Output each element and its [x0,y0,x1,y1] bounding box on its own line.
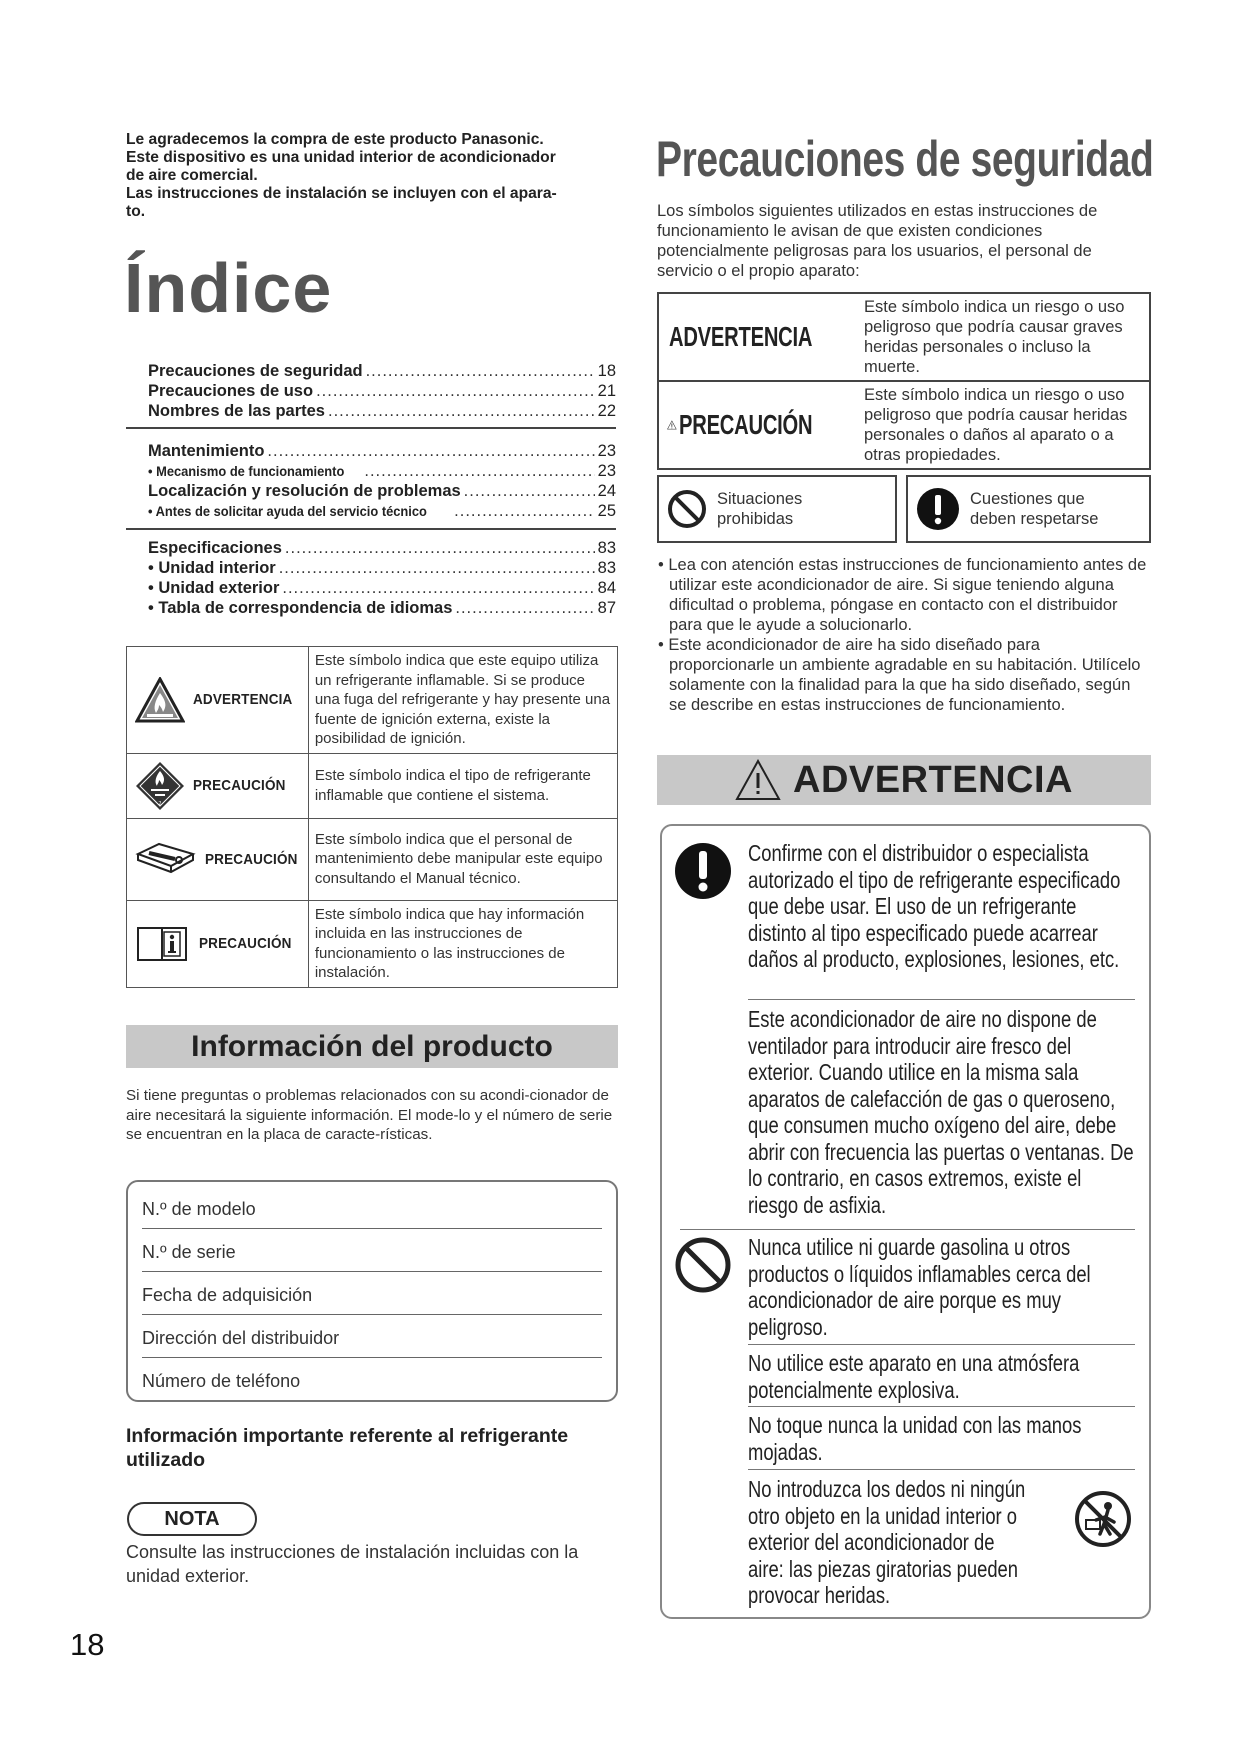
symbol-row: 2 PRECAUCIÓN Este símbolo indica el tipo de refrigerante inflamable que contiene el sistema. [127,753,618,818]
caution-triangle-icon [667,407,677,443]
product-info-text: Si tiene preguntas o problemas relacionados con su acondi-cionador de aire necesitará la siguiente información. El mode-lo y el número de serie se encuentran en la placa de caracte-rísticas. [126,1087,613,1143]
divider [748,1469,1135,1470]
toc-entry[interactable]: Localización y resolución de problemas ..... 24 [148,481,616,501]
list-item: • Lea con atención estas instrucciones de funcionamiento antes de utilizar este acondicionador de aire. Si sigue teniendo alguna dificultad o problema, póngase en contacto con el distribuidor para que le ayude a solucionarlo. [658,556,1147,634]
prohibited-icon [674,1236,732,1294]
toc-entry[interactable]: Nombres de las partes ..... 22 [148,401,616,421]
toc-entry[interactable]: Precauciones de uso ..... 21 [148,381,616,401]
phone-number-field[interactable]: Número de teléfono [142,1371,301,1391]
safety-bullets [657,555,1147,715]
divider [748,1344,1135,1345]
toc-entry[interactable]: • Unidad exterior ..... 84 [148,578,616,598]
page-number: 18 [70,1627,105,1662]
toc-entry[interactable]: • Tabla de correspondencia de idiomas ..... 87 [148,598,616,618]
warning-legend-row: ADVERTENCIA Este símbolo indica un riesgo o uso peligroso que podría causar graves heridas personales o incluso la muerte. [659,294,1149,382]
divider [748,1406,1135,1407]
toc-entry[interactable]: Precauciones de seguridad ..... 18 [148,361,616,381]
symbol-table [126,646,618,988]
index-title: Índice [124,249,333,327]
caution-legend-row: PRECAUCIÓN Este símbolo indica un riesgo o uso peligroso que podría causar heridas personales o daños al aparato o a otras propiedades. [659,382,1149,468]
divider [680,1229,1135,1230]
mandatory-icon [916,487,960,531]
mandatory-icon [674,842,732,900]
warning-item: No utilice este aparato en una atmósfera potencialmente explosiva. [748,1350,1080,1403]
model-number-field[interactable]: N.º de modelo [142,1186,602,1229]
toc-entry[interactable]: • Antes de solicitar ayuda del servicio técnico ..... 25 [148,501,616,521]
safety-title: Precauciones de seguridad [656,131,1154,187]
dealer-address-field[interactable]: Dirección del distribuidor [142,1315,602,1358]
prohibited-icon [667,489,707,529]
toc-divider [126,528,616,530]
note-text: Consulte las instrucciones de instalación incluidas con la unidad exterior. [126,1542,579,1586]
toc-entry[interactable]: • Mecanismo de funcionamiento ..... 23 [148,461,616,481]
product-info-form [126,1180,618,1402]
warning-item: No toque nunca la unidad con las manos mojadas. [748,1412,1082,1465]
toc-divider [126,427,616,429]
symbol-row: ADVERTENCIA Este símbolo indica que este equipo utiliza un refrigerante inflamable. Si se produce una fuga del refrigerante y hay presente una fuente de ignición externa, existe la posibilidad de ignición. [127,647,618,754]
safety-intro: Los símbolos siguientes utilizados en estas instrucciones de funcionamiento le avisan de que existen condiciones potencialmente peligrosas para los usuarios, el personal de servicio o el propio aparato: [657,202,1098,280]
info-manual-icon [135,924,191,964]
advertencia-box [660,824,1151,1619]
service-manual-icon [135,842,197,876]
warning-item: Confirme con el distribuidor o especialista autorizado el tipo de refrigerante especificado que debe usar. El uso de un refrigerante distinto al tipo especificado puede acarrear daños al producto, explosiones, lesiones, etc. [748,840,1121,972]
toc-entry[interactable]: Especificaciones ..... 83 [148,538,616,558]
warning-item: Nunca utilice ni guarde gasolina u otros productos o líquidos inflamables cerca del acondicionador de aire porque es muy peligroso. [748,1234,1091,1340]
intro-text: Le agradecemos la compra de este producto Panasonic. Este dispositivo es una unidad interior de acondicionador de aire comercial. Las instrucciones de instalación se incluyen con el apara- to. [126,131,557,220]
toc-group-3 [148,538,616,618]
toc-group-1 [148,361,616,421]
toc-group-2 [148,441,616,521]
mandatory-legend: Cuestiones que deben respetarse [906,475,1151,543]
no-fingers-icon [1074,1490,1132,1548]
note-badge: NOTA [127,1502,257,1536]
divider [748,999,1135,1000]
flammable-warning-icon [135,677,185,723]
prohibited-legend: Situaciones prohibidas [657,475,897,543]
refrigerant-heading: Información importante referente al refrigerante utilizado [126,1425,569,1471]
warning-item: No introduzca los dedos ni ningún otro objeto en la unidad interior o exterior del acondicionador de aire: las piezas giratorias pueden provocar heridas. [748,1476,1026,1608]
advertencia-heading: ADVERTENCIA [657,755,1151,805]
toc-entry[interactable]: • Unidad interior ..... 83 [148,558,616,578]
product-info-heading: Información del producto [126,1025,618,1068]
list-item: • Este acondicionador de aire ha sido diseñado para proporcionarle un ambiente agradable en su habitación. Utilícelo solamente con la finalidad para la que ha sido diseñado, según se describe en estas instrucciones de funcionamiento. [658,636,1141,714]
purchase-date-field[interactable]: Fecha de adquisición [142,1272,602,1315]
symbol-row: PRECAUCIÓN Este símbolo indica que hay información incluida en las instrucciones de funcionamiento o las instrucciones de instalación. [127,900,618,987]
svg-text:2: 2 [158,800,162,807]
warning-triangle-icon [735,759,781,801]
serial-number-field[interactable]: N.º de serie [142,1229,602,1272]
warning-legend [657,292,1151,470]
symbol-row: PRECAUCIÓN Este símbolo indica que el personal de mantenimiento debe manipular este equipo consultando el Manual técnico. [127,818,618,900]
warning-item: Este acondicionador de aire no dispone de ventilador para introducir aire fresco del exterior. Cuando utilice en la misma sala aparatos de calefacción de gas o queroseno, que consumen mucho oxígeno del aire, debe abrir con frecuencia las puertas o ventanas. De lo contrario, en casos extremos, existe el riesgo de asfixia. [748,1006,1134,1218]
toc-entry[interactable]: Mantenimiento ..... 23 [148,441,616,461]
flammable-gas-diamond-icon [135,761,185,811]
